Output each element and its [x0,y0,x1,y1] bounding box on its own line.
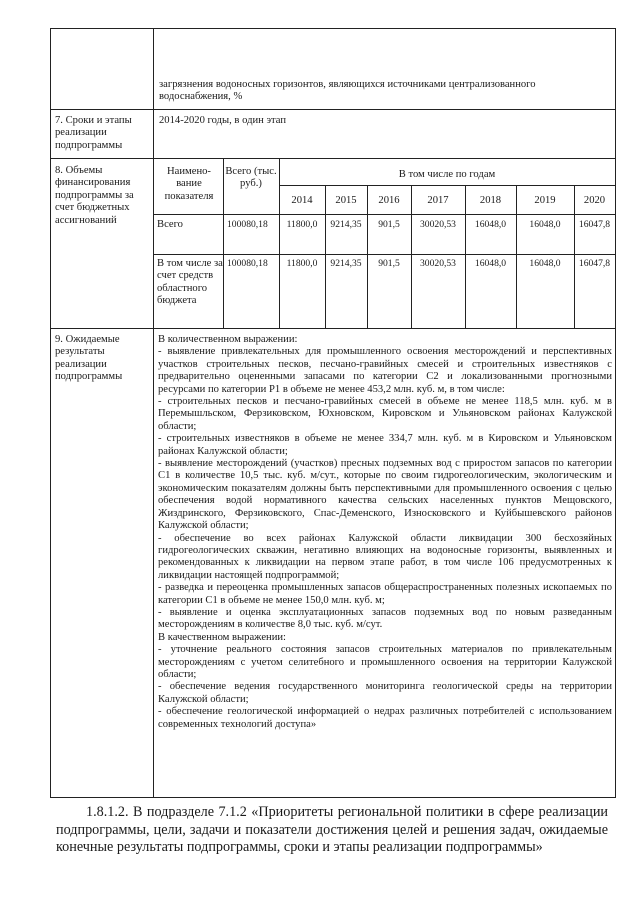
section-paragraph-text: 1.8.1.2. В подразделе 7.1.2 «Приоритеты региональной политики в сфере реализации подпрограммы, цели, задачи и показатели достижения целей и решения задач, ожидаемые конечные результаты подпрограммы, сроки и этапы реализации подпрограммы» [56,804,608,855]
financing-cell: 11800,0 [286,258,318,269]
financing-row-name: Всего [157,219,183,230]
row7-value: 2014-2020 годы, в один этап [159,115,286,126]
result-item: - обеспечение во всех районах Калужской области ликвидации 300 бесхозяйных гидрогеологических скважин, негативно влияющих на водоносные горизонты, выявленных и рекомендованных к ликвидации на первом этапе работ, в том числе 106 предусмотренных к ликвидации настоящей подпрограммой; [158,532,612,581]
financing-cell: 30020,53 [420,219,456,230]
row-divider [51,109,615,110]
row-divider [51,158,615,159]
year-header: 2016 [378,195,400,206]
col-header-total: Всего (тыс. руб.) [225,166,277,190]
program-passport-table [50,28,616,798]
result-item: - строительных известняков в объеме не менее 334,7 млн. куб. м в Кировском и Ульяновском районах Калужской области; [158,433,612,457]
quant-header: В количественном выражении: [158,334,298,345]
financing-cell: 901,5 [378,219,400,230]
result-item: - выявление месторождений (участков) пресных подземных вод с приростом запасов по категории С1 в количестве 10,5 тыс. куб. м/сут., которые по своим гидрогеологическим, экологическим и экономическим показателям должны быть перспективными для промышленного освоения с целью обеспечения водой нормативного качества сельских населенных пунктов Мещовского, Жиздринского, Ферзиковского, Спас-Деменского, Износковского и Куйбышевского районов Калужской области; [158,458,612,532]
section-paragraph [56,804,608,857]
financing-cell: 11800,0 [286,219,318,230]
col-header-name: Наимено-вание показателя [164,166,214,202]
year-header: 2014 [291,195,313,206]
col-divider [153,29,154,798]
result-item: - разведка и переоценка промышленных запасов общераспространенных полезных ископаемых по категории С1 в объеме не менее 150,0 млн. куб. м; [158,582,612,606]
col-header-years: В том числе по годам [398,169,496,180]
result-item: - строительных песков и песчано-гравийных смесей в объеме не менее 118,5 млн. куб. м в Перемышльском, Ферзиковском, Юхновском, Кировском и Ульяновском районах Калужской области; [158,396,612,432]
financing-row-total: 100080,18 [227,258,268,269]
financing-cell: 16047,8 [578,258,611,269]
financing-cell: 16048,0 [474,219,507,230]
financing-cell: 16048,0 [529,258,561,269]
financing-cell: 901,5 [378,258,400,269]
financing-cell: 16047,8 [578,219,611,230]
year-header: 2019 [534,195,556,206]
result-item: - выявление привлекательных для промышленного освоения месторождений и перспективных участков строительных песков, песчано-гравийных смесей и строительных известняков с предварительно оцененными запасами по категории С2 и локализованными прогнозными ресурсами по категории Р1 в объеме не менее 453,2 млн. куб. м, в том числе: [158,346,612,395]
financing-cell: 16048,0 [474,258,507,269]
year-header: 2020 [583,195,606,206]
result-item: - выявление и оценка эксплуатационных запасов подземных вод по новым разведанным месторождениям в количестве 8,0 тыс. куб. м/сут. [158,606,612,631]
year-header: 2018 [479,195,502,206]
qual-header: В качественном выражении: [158,631,286,643]
financing-cell: 9214,35 [330,258,362,269]
financing-cell: 30020,53 [420,258,456,269]
financing-row-total: 100080,18 [227,219,268,230]
financing-cell: 9214,35 [330,219,362,230]
year-header: 2015 [335,195,357,206]
row-divider [51,328,615,329]
result-item: - уточнение реального состояния запасов строительных материалов по привлекательным месторождениям с учетом селитебного и промышленного освоения на территории Калужской области; [158,644,612,680]
row7-label: 7. Сроки и этапы реализации подпрограммы [55,115,132,151]
result-item: - обеспечение ведения государственного мониторинга геологической среды на территории Калужской области; [158,681,612,705]
goal-indicator-text: загрязнения водоносных горизонтов, являющихся источниками централизованного водоснабжения, % [159,79,536,103]
result-item: - обеспечение геологической информацией о недрах различных потребителей с использованием современных технологий доступа» [158,706,612,730]
row9-label: 9. Ожидаемые результаты реализации подпрограммы [55,334,123,383]
year-header: 2017 [427,195,449,206]
financing-row-name: В том числе за счет средств областного бюджета [157,258,223,307]
expected-results [158,334,612,731]
financing-cell: 16048,0 [529,219,561,230]
row8-label: 8. Объемы финансирования подпрограммы за счет бюджетных ассигнований [55,165,134,226]
